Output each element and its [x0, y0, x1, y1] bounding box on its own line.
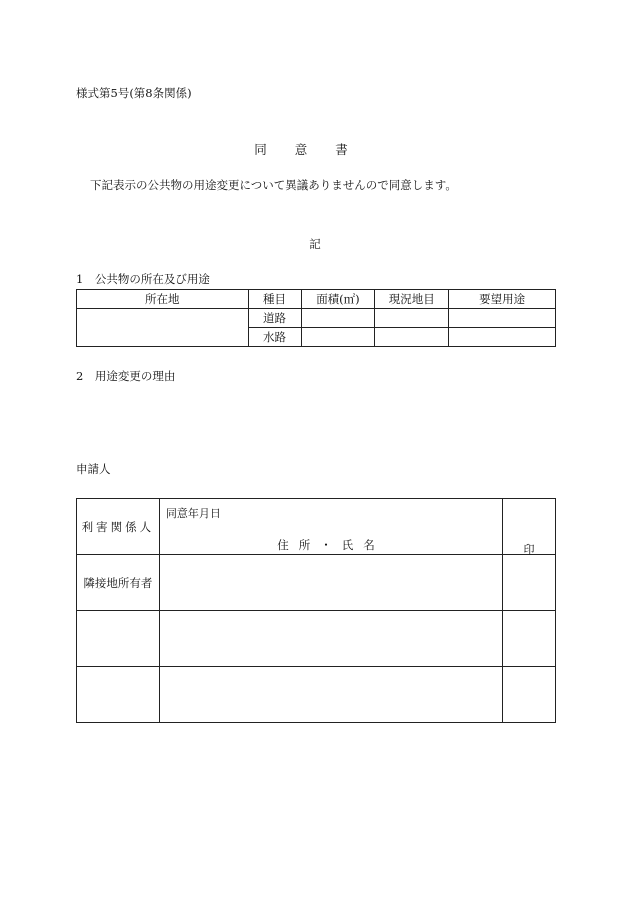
table-header-row [77, 290, 556, 309]
seal-cell[interactable] [503, 555, 556, 611]
column-header-current-use: 現況地目 [375, 290, 449, 309]
address-name-cell[interactable] [159, 667, 502, 723]
consent-date-label: 同意年月日 [165, 507, 221, 520]
type-cell: 水路 [248, 328, 301, 347]
label-cell [77, 611, 160, 667]
current-use-cell[interactable] [375, 309, 449, 328]
column-header-location: 所在地 [77, 290, 249, 309]
table-row [77, 309, 556, 328]
column-header-requested-use: 要望用途 [449, 290, 556, 309]
document-title: 同意書 [254, 142, 376, 157]
consent-signature-table [76, 498, 556, 723]
address-name-cell[interactable] [159, 555, 502, 611]
seal-cell[interactable] [503, 499, 556, 555]
table-row [77, 611, 556, 667]
column-header-type: 種目 [248, 290, 301, 309]
table-row [77, 555, 556, 611]
table-row [77, 499, 556, 555]
section2-heading: 2 用途変更の理由 [76, 369, 176, 383]
requested-use-cell[interactable] [449, 328, 556, 347]
seal-cell[interactable] [503, 667, 556, 723]
seal-cell[interactable] [503, 611, 556, 667]
area-cell[interactable] [301, 309, 375, 328]
address-name-label: 住所・氏名 [277, 538, 385, 552]
area-cell[interactable] [301, 328, 375, 347]
type-cell: 道路 [248, 309, 301, 328]
adjacent-owner-label: 隣接地所有者 [77, 555, 160, 611]
ki-heading: 記 [309, 237, 321, 251]
location-cell[interactable] [77, 309, 249, 347]
table-row [77, 667, 556, 723]
consent-statement: 下記表示の公共物の用途変更について異議ありませんので同意します。 [90, 178, 457, 192]
address-name-cell[interactable] [159, 611, 502, 667]
label-cell [77, 667, 160, 723]
section1-heading: 1 公共物の所在及び用途 [76, 272, 210, 286]
current-use-cell[interactable] [375, 328, 449, 347]
address-name-cell[interactable] [159, 499, 502, 555]
column-header-area: 面積(㎡) [301, 290, 375, 309]
interested-party-label: 利害関係人 [77, 499, 160, 555]
requested-use-cell[interactable] [449, 309, 556, 328]
seal-label: 印 [523, 543, 535, 556]
form-number: 様式第5号(第8条関係) [76, 86, 192, 100]
public-property-table [76, 289, 556, 347]
applicant-label: 申請人 [76, 462, 111, 476]
